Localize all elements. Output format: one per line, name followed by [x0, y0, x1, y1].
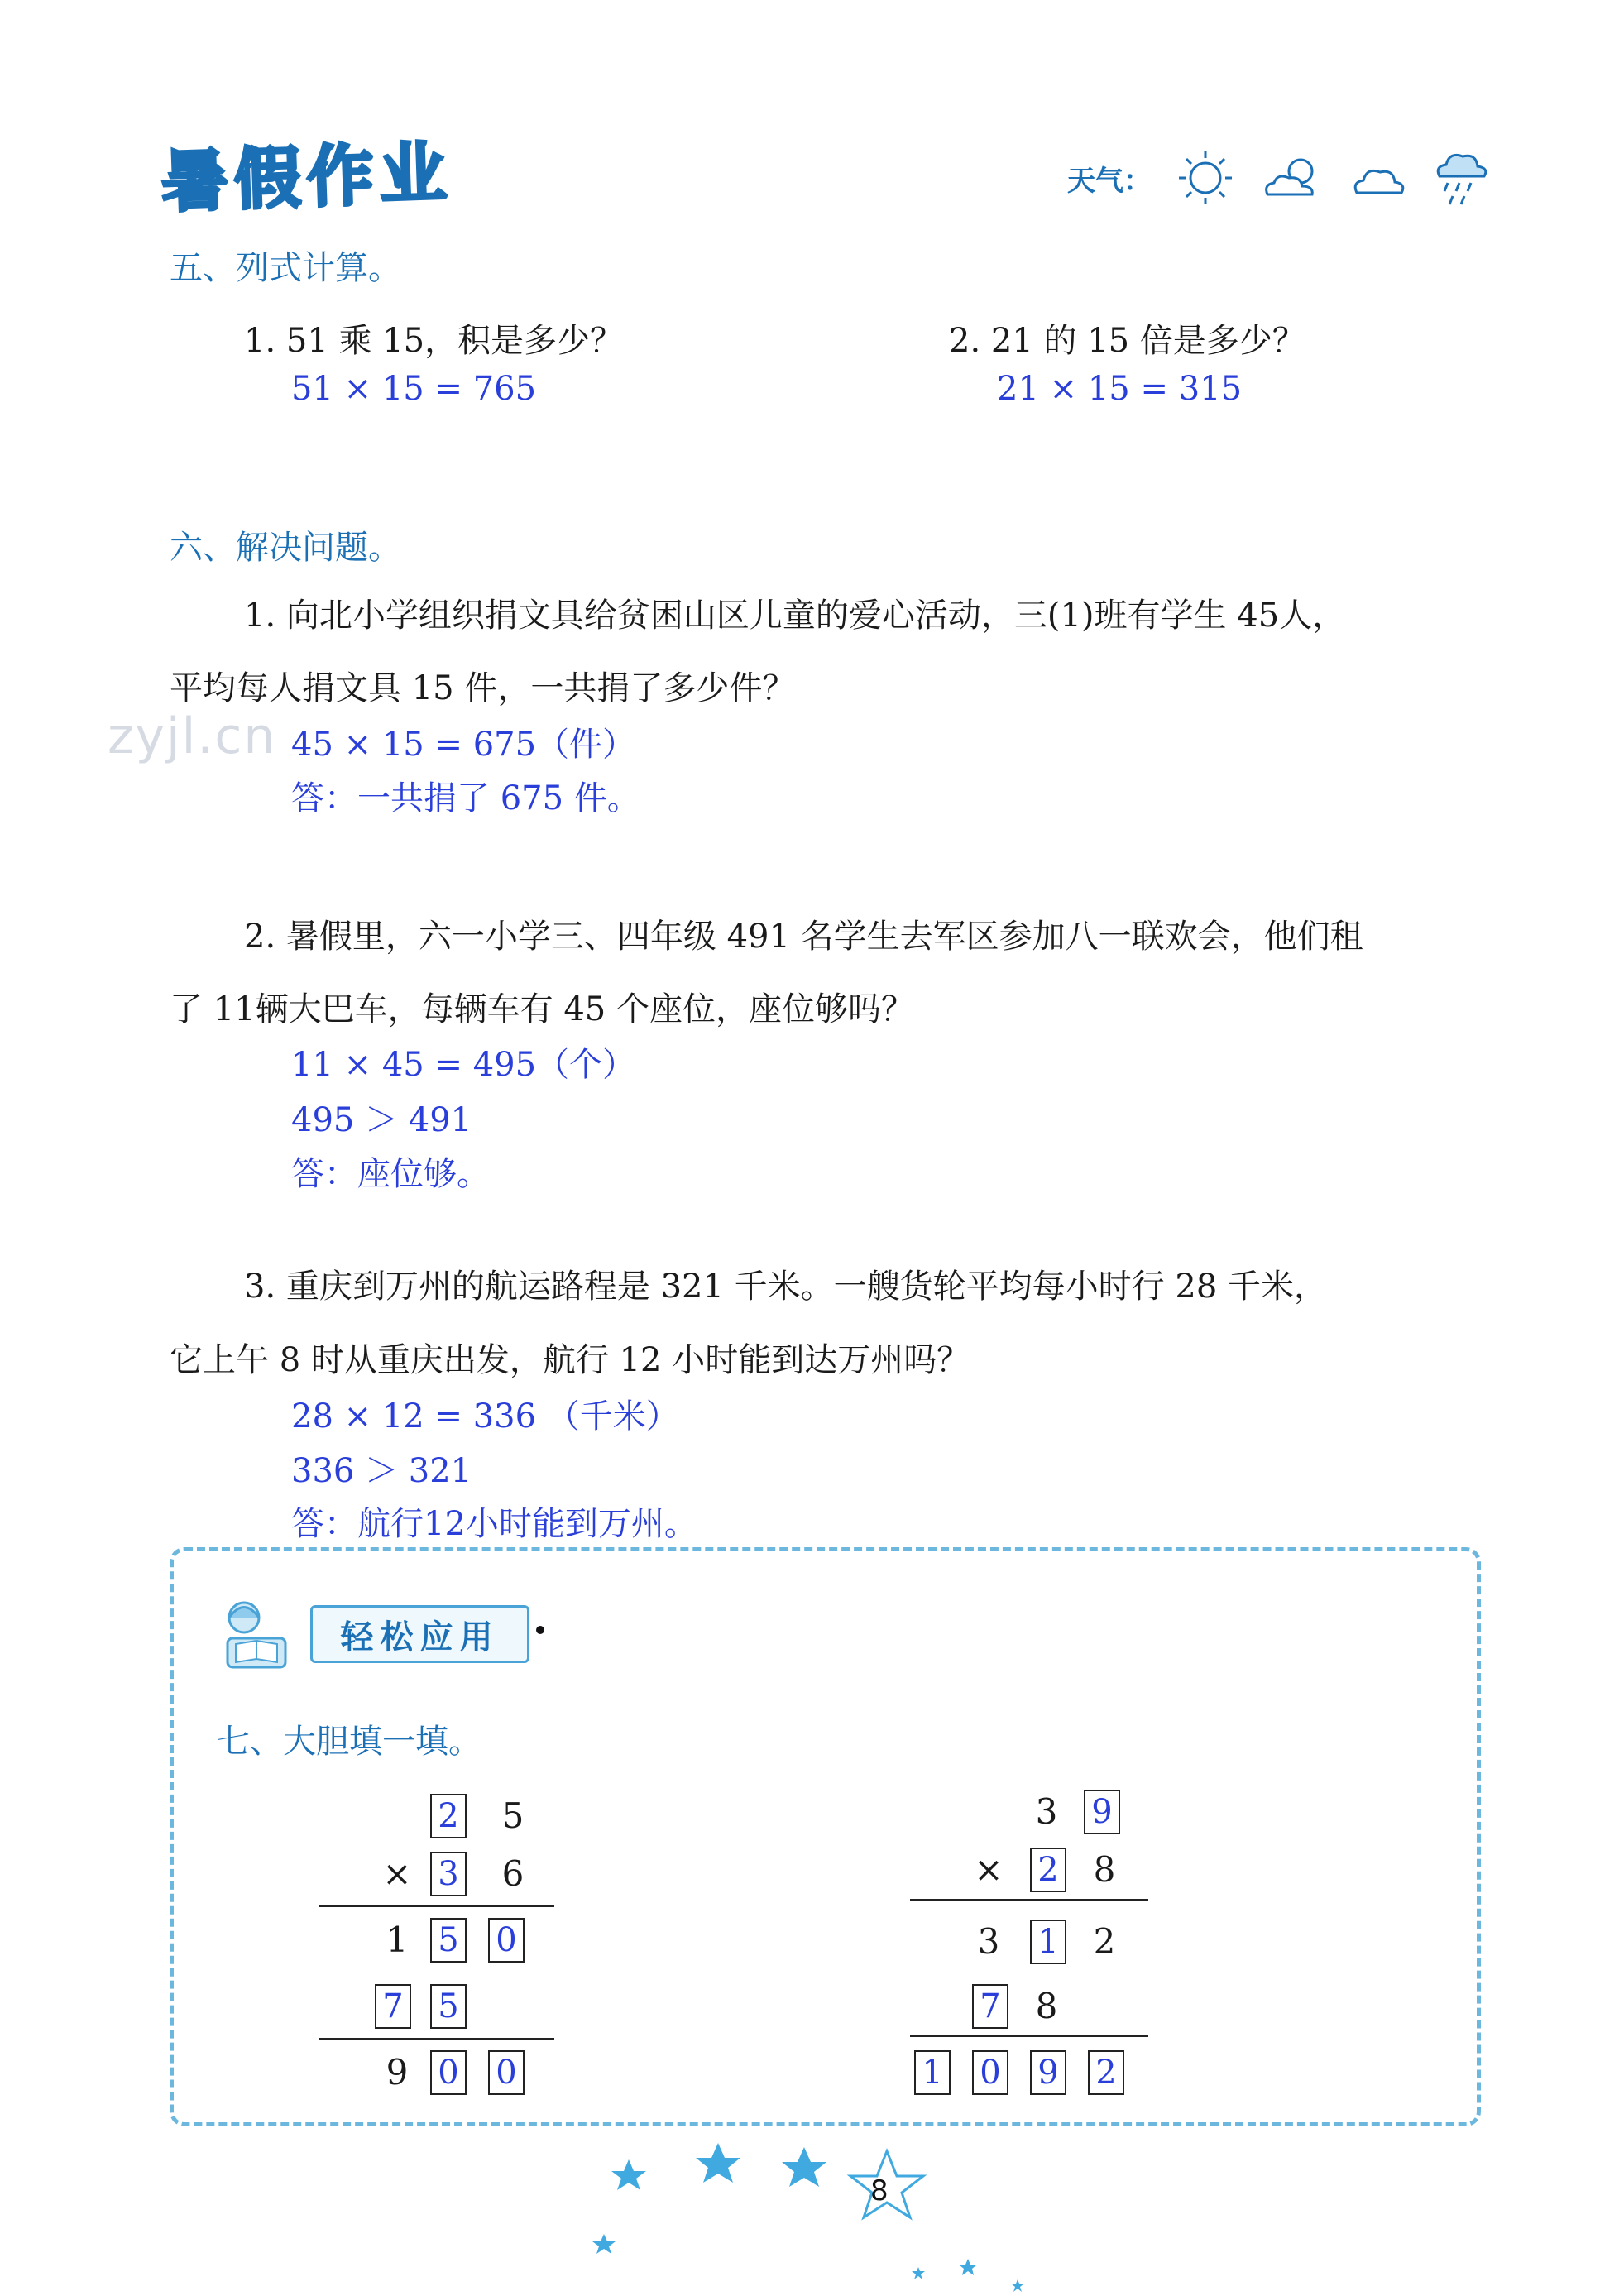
s6-problem-2-answer-1: 11 × 45 = 495（个） — [291, 1046, 636, 1084]
p1-answer-box[interactable]: 3 — [430, 1852, 467, 1896]
partly-cloudy-icon — [1259, 153, 1325, 203]
workbook-title-logo: 暑假作业 — [160, 133, 454, 222]
s5-answer-2: 21 × 15 = 315 — [997, 370, 1243, 408]
section-7-heading: 七、大胆填一填。 — [217, 1723, 481, 1761]
s6-problem-2-answer-2: 495 ＞ 491 — [291, 1101, 472, 1139]
s6-problem-2-line-2: 了 11辆大巴车，每辆车有 45 个座位，座位够吗？ — [170, 990, 914, 1028]
watermark: zyjl.cn — [108, 707, 277, 765]
s6-problem-3-answer-1: 28 × 12 = 336 （千米） — [291, 1397, 679, 1436]
s5-answer-1: 51 × 15 = 765 — [291, 370, 537, 408]
p2-answer-box[interactable]: 1 — [1030, 1920, 1066, 1964]
p1-digit: 5 — [501, 1795, 525, 1836]
page-number: 8 — [870, 2174, 889, 2207]
p2-answer-box[interactable]: 9 — [1084, 1790, 1120, 1834]
s6-problem-3-line-1: 3. 重庆到万州的航运路程是 321 千米。一艘货轮平均每小时行 28 千米， — [244, 1268, 1327, 1306]
p2-times-sign: × — [974, 1849, 1004, 1890]
multiplication-puzzle-1 — [319, 1787, 558, 2118]
p1-times-sign: × — [382, 1853, 412, 1894]
p2-rule-line — [910, 2035, 1148, 2037]
p2-digit: 8 — [1093, 1849, 1116, 1890]
s6-problem-3-line-2: 它上午 8 时从重庆出发，航行 12 小时能到达万州吗？ — [170, 1341, 970, 1379]
rain-icon — [1433, 145, 1491, 211]
p2-answer-box[interactable]: 1 — [914, 2050, 951, 2095]
multiplication-puzzle-2 — [910, 1783, 1158, 2114]
cloudy-icon — [1350, 156, 1408, 201]
p1-answer-box[interactable]: 0 — [488, 2050, 525, 2095]
s6-problem-1-line-2: 平均每人捐文具 15 件，一共捐了多少件？ — [170, 669, 796, 707]
sun-icon — [1176, 149, 1234, 207]
p1-answer-box[interactable]: 0 — [430, 2050, 467, 2095]
p1-digit: 6 — [501, 1853, 525, 1894]
p1-digit: 9 — [386, 2052, 409, 2092]
p2-rule-line — [910, 1899, 1148, 1901]
p1-answer-box[interactable]: 7 — [375, 1984, 411, 2029]
p2-answer-box[interactable]: 0 — [972, 2050, 1008, 2095]
p1-answer-box[interactable]: 2 — [430, 1794, 467, 1838]
p2-digit: 3 — [977, 1921, 1000, 1962]
p1-answer-box[interactable]: 5 — [430, 1918, 467, 1963]
s6-problem-3-answer-2: 336 ＞ 321 — [291, 1452, 472, 1490]
s6-problem-2-line-1: 2. 暑假里，六一小学三、四年级 491 名学生去军区参加八一联欢会，他们租 — [244, 918, 1363, 956]
section-6-heading: 六、解决问题。 — [170, 529, 401, 567]
p1-rule-line — [319, 1905, 554, 1907]
weather-bar — [1067, 145, 1491, 211]
p2-answer-box[interactable]: 2 — [1088, 2050, 1124, 2095]
decorative-stars-icon — [579, 2135, 1092, 2296]
student-reading-icon — [211, 1593, 298, 1680]
p2-digit: 8 — [1035, 1986, 1058, 2026]
s5-question-1: 1. 51 乘 15，积是多少？ — [244, 322, 624, 360]
p1-rule-line — [319, 2038, 554, 2040]
section-5-heading: 五、列式计算。 — [170, 249, 401, 287]
p1-answer-box[interactable]: 0 — [488, 1918, 525, 1963]
p2-answer-box[interactable]: 2 — [1030, 1848, 1066, 1892]
tag-bullet — [536, 1626, 544, 1634]
s5-question-2: 2. 21 的 15 倍是多少？ — [949, 322, 1305, 360]
p2-answer-box[interactable]: 7 — [972, 1984, 1008, 2029]
p1-answer-box[interactable]: 5 — [430, 1984, 467, 2029]
p2-digit: 2 — [1093, 1921, 1116, 1962]
p2-digit: 3 — [1035, 1791, 1058, 1832]
s6-problem-1-line-1: 1. 向北小学组织捐文具给贫困山区儿童的爱心活动，三(1)班有学生 45人， — [244, 597, 1346, 635]
weather-label: 天气： — [1067, 164, 1152, 198]
s6-problem-1-answer-2: 答：一共捐了 675 件。 — [291, 779, 640, 817]
p1-digit: 1 — [386, 1920, 409, 1960]
easy-application-tag: 轻松应用 — [310, 1605, 529, 1663]
s6-problem-2-answer-3: 答：座位够。 — [291, 1155, 490, 1193]
s6-problem-1-answer-1: 45 × 15 = 675（件） — [291, 726, 636, 764]
p2-answer-box[interactable]: 9 — [1030, 2050, 1066, 2095]
s6-problem-3-answer-3: 答：航行12小时能到万州。 — [291, 1505, 697, 1543]
